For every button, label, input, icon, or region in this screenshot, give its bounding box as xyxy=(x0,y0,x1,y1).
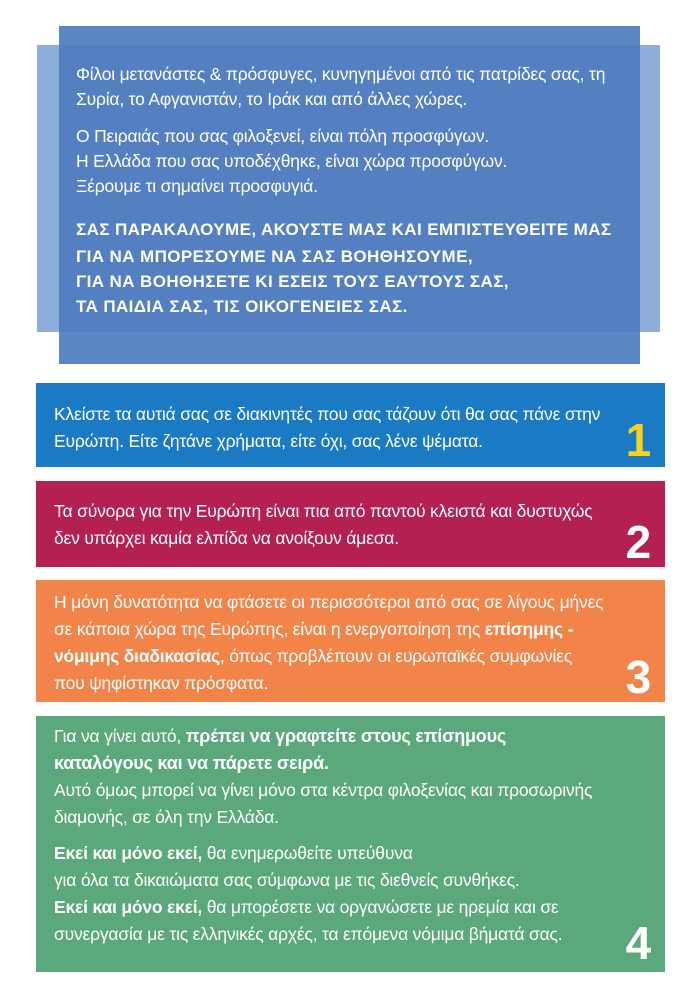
info-box-4-line-2: Αυτό όμως μπορεί να γίνει μόνο στα κέντρα φιλοξενίας και προσωρινής διαμονής, σε όλη την Ελλάδα. xyxy=(54,780,593,827)
info-box-4-lead-emphasis: πρέπει να γραφτείτε στους επίσημους καταλόγους και να πάρετε σειρά. xyxy=(54,726,507,773)
info-box-4-p4-emphasis: Εκεί και μόνο εκεί, xyxy=(54,897,203,917)
info-box-3 xyxy=(36,580,665,702)
info-box-3-text-c: , όπως προβλέπουν οι ευρωπαϊκές συμφωνίες που ψηφίστηκαν πρόσφατα. xyxy=(54,646,573,693)
intro-paragraph-2 xyxy=(76,124,636,199)
intro-line-greece: Η Ελλάδα που σας υποδέχθηκε, είναι χώρα προσφύγων. xyxy=(76,151,508,171)
info-box-1 xyxy=(36,383,665,467)
info-box-1-text: Κλείστε τα αυτιά σας σε διακινητές που σας τάζουν ότι θα σας πάνε στην Ευρώπη. Είτε ζητάνε χρήματα, είτε όχι, σας λένε ψέματα. xyxy=(54,404,601,451)
intro-line-piraeus: Ο Πειραιάς που σας φιλοξενεί, είναι πόλη προσφύγων. xyxy=(76,126,490,146)
appeal-line-3: ΓΙΑ ΝΑ ΒΟΗΘΗΣΕΤΕ ΚΙ ΕΣΕΙΣ ΤΟΥΣ ΕΑΥΤΟΥΣ ΣΑΣ, xyxy=(76,272,509,291)
intro-appeal xyxy=(76,217,636,319)
intro-text-block xyxy=(76,62,636,319)
info-box-4-p3-line-2: για όλα τα δικαιώματα σας σύμφωνα με τις διεθνείς συνθήκες. xyxy=(54,870,520,890)
appeal-line-4: ΤΑ ΠΑΙΔΙΑ ΣΑΣ, ΤΙΣ ΟΙΚΟΓΕΝΕΙΕΣ ΣΑΣ. xyxy=(76,297,408,316)
info-box-4-paragraph-4 xyxy=(54,894,605,948)
info-box-4-number: 4 xyxy=(625,917,651,969)
info-box-4-p4-text: θα μπορέσετε να οργανώσετε με ηρεμία και σε συνεργασία με τις ελληνικές αρχές, τα επόμενα νόμιμα βήματά σας. xyxy=(54,897,563,944)
info-box-4-lead-a: Για να γίνει αυτό, xyxy=(54,726,186,746)
info-box-1-number: 1 xyxy=(625,414,651,466)
info-box-3-number: 3 xyxy=(625,651,651,703)
info-box-4 xyxy=(36,716,665,972)
info-box-2-text: Τα σύνορα για την Ευρώπη είναι πια από παντού κλειστά και δυστυχώς δεν υπάρχει καμία ελπίδα να ανοίξουν άμεσα. xyxy=(54,501,593,548)
intro-paragraph-1: Φίλοι μετανάστες & πρόσφυγες, κυνηγημένοι από τις πατρίδες σας, τη Συρία, το Αφγανιστάν, το Ιράκ και από άλλες χώρες. xyxy=(76,64,606,109)
info-box-4-p3-text: θα ενημερωθείτε υπεύθυνα xyxy=(202,843,413,863)
info-box-2 xyxy=(36,481,665,567)
info-box-3-text xyxy=(54,589,605,697)
intro-line-know: Ξέρουμε τι σημαίνει προσφυγιά. xyxy=(76,176,318,196)
info-box-3-emphasis: επίσημης - νόμιμης διαδικασίας xyxy=(54,619,574,666)
info-box-2-number: 2 xyxy=(625,516,651,568)
info-box-4-paragraph-3 xyxy=(54,840,605,894)
appeal-line-1: ΣΑΣ ΠΑΡΑΚΑΛΟΥΜΕ, ΑΚΟΥΣΤΕ ΜΑΣ ΚΑΙ ΕΜΠΙΣΤΕΥΘΕΙΤΕ ΜΑΣ xyxy=(76,220,612,239)
appeal-line-2: ΓΙΑ ΝΑ ΜΠΟΡΕΣΟΥΜΕ ΝΑ ΣΑΣ ΒΟΗΘΗΣΟΥΜΕ, xyxy=(76,247,473,266)
info-box-4-lead xyxy=(54,723,605,777)
info-box-4-p3-emphasis: Εκεί και μόνο εκεί, xyxy=(54,843,203,863)
info-box-3-text-a: Η μόνη δυνατότητα να φτάσετε οι περισσότεροι από σας σε λίγους μήνες σε κάποια χώρα της Ευρώπης, είναι η ενεργοποίηση της xyxy=(54,592,604,639)
